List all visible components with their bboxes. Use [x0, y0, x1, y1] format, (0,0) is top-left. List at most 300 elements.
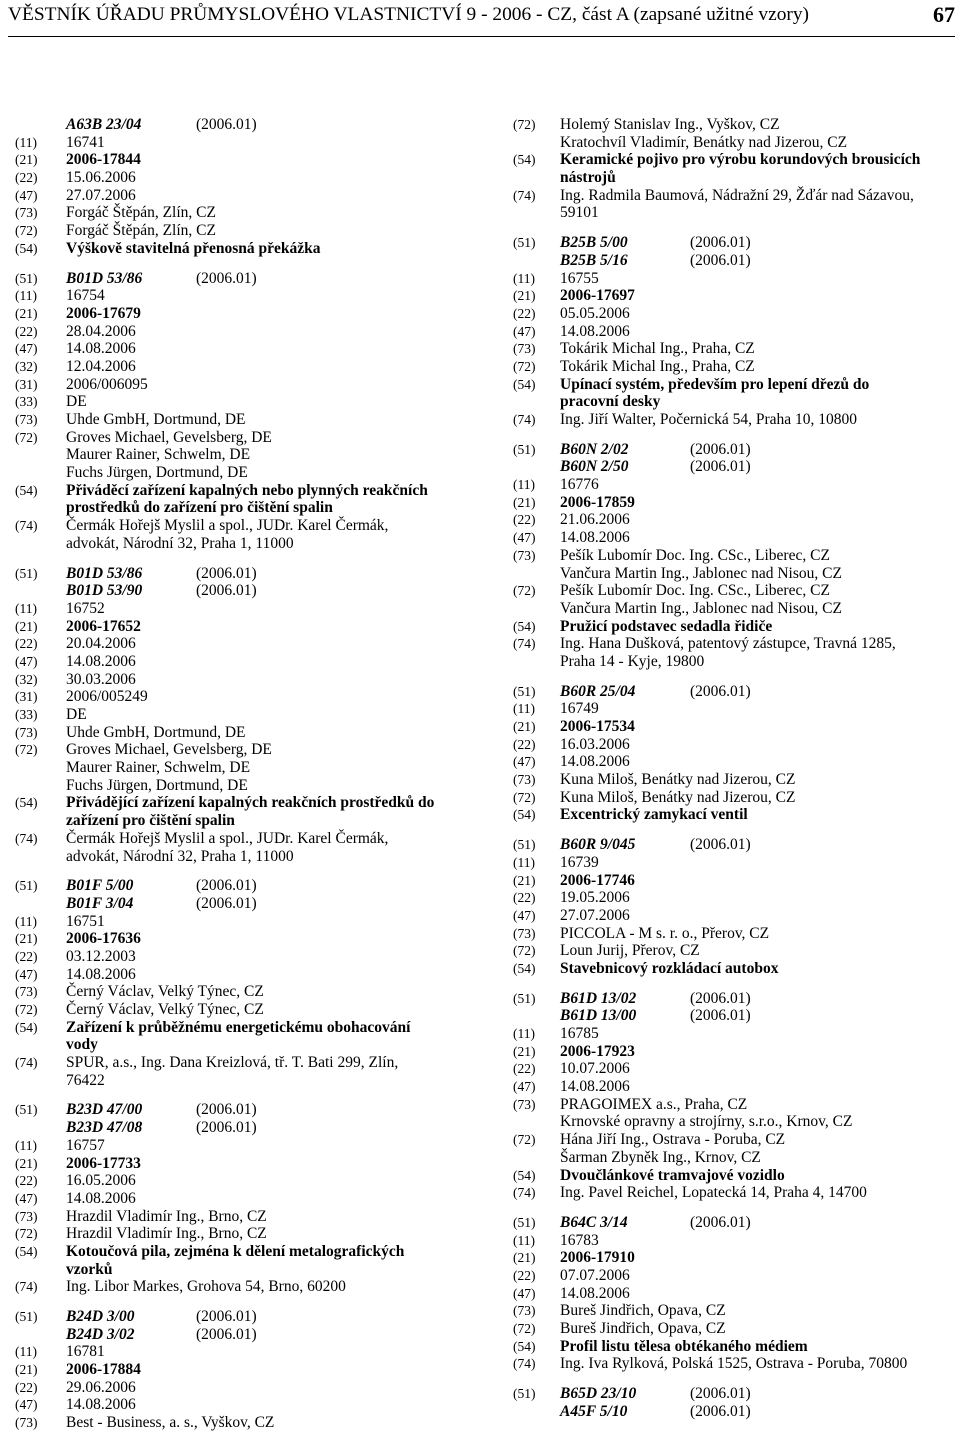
representative-line: Ing. Hana Dušková, patentový zástupce, Travná 1285,	[560, 635, 896, 653]
publication-date-line: 14.08.2006	[66, 1189, 136, 1207]
application-number-field	[513, 1249, 953, 1267]
owner-field	[15, 983, 485, 1001]
publication-date-value	[66, 966, 485, 984]
representative-line: SPUR, a.s., Ing. Dana Kreizlová, tř. T. Bati 299, Zlín,	[66, 1054, 399, 1072]
ipc-class: B64C 3/14	[560, 1213, 628, 1231]
utility-model-title-code: (54)	[15, 482, 38, 498]
filing-date-line: 07.07.2006	[560, 1266, 630, 1284]
filing-date-code: (22)	[15, 1173, 38, 1189]
publication-date-code: (47)	[15, 966, 38, 982]
publication-date-field	[15, 340, 485, 358]
owner-field	[15, 204, 485, 222]
ipc-classification-code: (51)	[15, 1102, 38, 1118]
utility-model-title-line: Upínací systém, především pro lepení dřezů do	[560, 375, 870, 393]
ipc-classification-value	[560, 1214, 953, 1232]
registration-number-value	[66, 913, 485, 931]
application-number-value	[560, 718, 953, 736]
ipc-classification-value	[560, 234, 953, 269]
publication-date-value	[560, 323, 953, 341]
registration-number-code: (11)	[15, 600, 37, 616]
priority-number-field	[15, 688, 485, 706]
ipc-version: (2006.01)	[196, 1325, 257, 1343]
originator-code: (72)	[513, 1321, 536, 1336]
registration-number-line: 16785	[560, 1025, 599, 1042]
publication-date-line: 14.08.2006	[66, 340, 136, 358]
representative-field	[15, 830, 485, 865]
register-entry	[513, 1385, 953, 1420]
publication-date-field	[513, 1285, 953, 1303]
registration-number-field	[513, 700, 953, 718]
utility-model-title-code: (54)	[513, 618, 536, 634]
ipc-line	[560, 990, 953, 1008]
ipc-classification-code: (51)	[15, 1309, 38, 1324]
filing-date-code: (22)	[15, 636, 38, 652]
ipc-version: (2006.01)	[690, 1402, 751, 1420]
registration-number-field	[15, 913, 485, 931]
utility-model-title-field	[513, 151, 953, 186]
filing-date-value	[560, 1267, 953, 1285]
register-entry	[15, 270, 485, 553]
page-header-title: VĚSTNÍK ÚŘADU PRŮMYSLOVÉHO VLASTNICTVÍ 9 - 2006 - CZ, část A (zapsané užitné vzory)	[8, 4, 810, 25]
utility-model-title-code: (54)	[513, 960, 536, 976]
application-number-line: 2006-17636	[66, 930, 141, 948]
owner-line: Uhde GmbH, Dortmund, DE	[66, 411, 246, 428]
owner-value	[66, 1414, 485, 1432]
application-number-code: (21)	[15, 305, 38, 321]
filing-date-code: (22)	[513, 512, 536, 528]
ipc-line	[66, 116, 485, 134]
originator-value	[66, 741, 485, 794]
utility-model-title-line: Dvoučlánkové tramvajové vozidlo	[560, 1166, 785, 1184]
representative-code: (74)	[513, 412, 536, 427]
filing-date-line: 16.03.2006	[560, 735, 630, 753]
originator-field	[15, 1001, 485, 1019]
ipc-class: B24D 3/02	[66, 1325, 135, 1343]
originator-line: Fuchs Jürgen, Dortmund, DE	[66, 464, 248, 482]
registration-number-field	[15, 1343, 485, 1361]
filing-date-line: 05.05.2006	[560, 304, 630, 322]
publication-date-code: (47)	[15, 1397, 38, 1413]
publication-date-value	[66, 187, 485, 205]
originator-code: (72)	[513, 943, 536, 959]
registration-number-field	[15, 287, 485, 305]
publication-date-field	[513, 1078, 953, 1096]
application-number-field	[513, 1043, 953, 1061]
priority-date-line: 12.04.2006	[66, 357, 136, 375]
ipc-version: (2006.01)	[196, 116, 257, 133]
originator-code: (72)	[15, 742, 38, 758]
owner-line: Pešík Lubomír Doc. Ing. CSc., Liberec, CZ	[560, 546, 830, 564]
application-number-value	[560, 1249, 953, 1267]
application-number-value	[560, 872, 953, 890]
ipc-class: B25B 5/16	[560, 251, 628, 269]
originator-field	[15, 1225, 485, 1243]
registration-number-line: 16781	[66, 1343, 105, 1361]
publication-date-value	[560, 1078, 953, 1096]
owner-field	[15, 724, 485, 742]
application-number-value	[560, 287, 953, 305]
owner-line: Best - Business, a. s., Vyškov, CZ	[66, 1414, 275, 1432]
filing-date-field	[513, 889, 953, 907]
priority-date-line: 30.03.2006	[66, 670, 136, 688]
priority-number-code: (31)	[15, 689, 38, 705]
owner-value	[66, 724, 485, 742]
priority-number-field	[15, 376, 485, 394]
registration-number-code: (11)	[513, 854, 535, 870]
owner-code: (73)	[15, 205, 38, 221]
owner-code: (73)	[513, 772, 536, 788]
filing-date-line: 10.07.2006	[560, 1060, 630, 1078]
application-number-value	[560, 1043, 953, 1061]
representative-value	[560, 635, 953, 670]
ipc-classification-field	[15, 565, 485, 600]
publication-date-line: 14.08.2006	[560, 753, 630, 771]
registration-number-value	[66, 287, 485, 305]
registration-number-field	[513, 270, 953, 288]
utility-model-title-value	[560, 151, 953, 186]
representative-line: Ing. Radmila Baumová, Nádražní 29, Žďár nad Sázavou,	[560, 186, 914, 204]
originator-value	[560, 582, 953, 617]
priority-number-line: 2006/005249	[66, 688, 148, 706]
publication-date-value	[560, 753, 953, 771]
priority-date-field	[15, 358, 485, 376]
publication-date-code: (47)	[15, 187, 38, 203]
ipc-line	[560, 1214, 953, 1232]
publication-date-line: 14.08.2006	[560, 529, 630, 547]
ipc-class: A63B 23/04	[66, 116, 142, 133]
publication-date-field	[513, 529, 953, 547]
representative-value	[560, 411, 953, 429]
originator-line: Loun Jurij, Přerov, CZ	[560, 942, 700, 960]
originator-code: (72)	[15, 1002, 38, 1017]
owner-code: (73)	[15, 984, 38, 1000]
register-entry	[15, 565, 485, 866]
publication-date-line: 27.07.2006	[66, 186, 136, 204]
utility-model-title-line: nástrojů	[560, 169, 616, 187]
owner-field	[15, 1414, 485, 1432]
representative-line: 59101	[560, 204, 599, 222]
publication-date-line: 14.08.2006	[560, 322, 630, 340]
filing-date-line: 19.05.2006	[560, 889, 630, 907]
application-number-line: 2006-17859	[560, 493, 635, 511]
filing-date-code: (22)	[513, 890, 536, 906]
filing-date-field	[15, 1172, 485, 1190]
filing-date-code: (22)	[15, 170, 38, 186]
ipc-line	[560, 836, 953, 854]
page-number: 67	[933, 2, 955, 27]
ipc-class: B60R 9/045	[560, 836, 636, 854]
registration-number-code: (11)	[513, 270, 535, 286]
ipc-line	[66, 877, 485, 895]
registration-number-field	[513, 476, 953, 494]
utility-model-title-line: Excentrický zamykací ventil	[560, 806, 748, 824]
filing-date-line: 20.04.2006	[66, 635, 136, 653]
owner-code: (73)	[513, 1303, 536, 1319]
ipc-line	[66, 1308, 485, 1326]
column-left	[15, 116, 485, 1444]
publication-date-code: (47)	[513, 1079, 536, 1095]
utility-model-title-value	[66, 482, 485, 517]
priority-date-code: (32)	[15, 358, 38, 374]
ipc-line	[560, 683, 953, 701]
publication-date-field	[15, 1190, 485, 1208]
originator-line: Groves Michael, Gevelsberg, DE	[66, 741, 272, 759]
registration-number-value	[560, 854, 953, 872]
ipc-version: (2006.01)	[196, 877, 257, 895]
originator-field	[513, 116, 953, 151]
ipc-classification-code: (51)	[15, 878, 38, 894]
originator-line: Forgáč Štěpán, Zlín, CZ	[66, 222, 216, 240]
representative-field	[15, 1054, 485, 1089]
representative-line: Ing. Libor Markes, Grohova 54, Brno, 60200	[66, 1278, 346, 1296]
owner-field	[513, 547, 953, 582]
utility-model-title-field	[513, 618, 953, 636]
application-number-field	[15, 305, 485, 323]
ipc-classification-value	[560, 683, 953, 701]
utility-model-title-line: Keramické pojivo pro výrobu korundových brousicích	[560, 151, 921, 169]
register-entry	[513, 1214, 953, 1373]
owner-value	[66, 983, 485, 1001]
application-number-value	[560, 494, 953, 512]
representative-line: advokát, Národní 32, Praha 1, 11000	[66, 847, 294, 865]
utility-model-title-code: (54)	[15, 1243, 38, 1259]
ipc-classification-value	[560, 990, 953, 1025]
ipc-class: B61D 13/00	[560, 1007, 637, 1025]
register-entry	[513, 836, 953, 978]
originator-line: Tokárik Michal Ing., Praha, CZ	[560, 357, 755, 375]
ipc-version: (2006.01)	[690, 458, 751, 476]
ipc-version: (2006.01)	[690, 440, 751, 458]
ipc-class: B60N 2/02	[560, 440, 629, 458]
priority-country-line: DE	[66, 706, 87, 723]
representative-line: Ing. Jiří Walter, Počernická 54, Praha 10, 10800	[560, 411, 858, 428]
filing-date-field	[15, 169, 485, 187]
ipc-version: (2006.01)	[196, 1308, 257, 1325]
utility-model-title-field	[15, 240, 485, 258]
application-number-line: 2006-17884	[66, 1361, 141, 1379]
application-number-code: (21)	[513, 872, 536, 888]
utility-model-title-value	[560, 376, 953, 411]
owner-value	[66, 1208, 485, 1226]
originator-line: Pešík Lubomír Doc. Ing. CSc., Liberec, CZ	[560, 582, 830, 600]
representative-field	[513, 1355, 953, 1373]
representative-value	[560, 1355, 953, 1373]
registration-number-value	[560, 1025, 953, 1043]
application-number-field	[513, 494, 953, 512]
representative-code: (74)	[513, 636, 536, 652]
ipc-classification-field	[513, 441, 953, 476]
ipc-version: (2006.01)	[690, 1213, 751, 1231]
utility-model-title-field	[513, 806, 953, 824]
application-number-line: 2006-17844	[66, 151, 141, 169]
ipc-classification-code: (51)	[513, 1214, 536, 1230]
filing-date-field	[15, 635, 485, 653]
filing-date-code: (22)	[15, 948, 38, 964]
owner-line: Krnovské opravny a strojírny, s.r.o., Krnov, CZ	[560, 1113, 853, 1131]
ipc-classification-code: (51)	[513, 441, 536, 457]
utility-model-title-value	[66, 1243, 485, 1278]
ipc-version: (2006.01)	[690, 836, 751, 854]
owner-field	[513, 340, 953, 358]
priority-date-value	[66, 671, 485, 689]
ipc-class: B25B 5/00	[560, 234, 628, 252]
utility-model-title-line: Pružicí podstavec sedadla řidiče	[560, 617, 773, 635]
owner-code: (73)	[513, 925, 536, 941]
utility-model-title-value	[560, 806, 953, 824]
ipc-classification-value	[66, 877, 485, 912]
representative-code: (74)	[513, 187, 536, 203]
filing-date-field	[15, 1379, 485, 1397]
filing-date-value	[66, 169, 485, 187]
owner-value	[560, 771, 953, 789]
utility-model-title-code: (54)	[15, 1019, 38, 1035]
utility-model-title-line: Zařízení k průběžnému energetickému obohacování	[66, 1018, 411, 1036]
application-number-value	[66, 618, 485, 636]
registration-number-field	[513, 1025, 953, 1043]
publication-date-code: (47)	[513, 530, 536, 546]
utility-model-title-code: (54)	[513, 152, 536, 168]
utility-model-title-line: Kotoučová pila, zejména k dělení metalografických	[66, 1242, 405, 1260]
publication-date-line: 14.08.2006	[66, 652, 136, 670]
utility-model-title-field	[513, 960, 953, 978]
originator-line: Holemý Stanislav Ing., Vyškov, CZ	[560, 116, 780, 133]
publication-date-line: 14.08.2006	[66, 1396, 136, 1414]
utility-model-title-field	[15, 1243, 485, 1278]
register-entry	[15, 877, 485, 1089]
representative-field	[513, 1184, 953, 1202]
ipc-classification-field	[513, 1385, 953, 1420]
owner-field	[15, 411, 485, 429]
application-number-value	[66, 151, 485, 169]
originator-value	[560, 1131, 953, 1166]
application-number-value	[66, 1155, 485, 1173]
ipc-version: (2006.01)	[196, 1101, 257, 1119]
registration-number-field	[15, 1137, 485, 1155]
priority-number-value	[66, 376, 485, 394]
representative-code: (74)	[15, 1055, 38, 1071]
filing-date-code: (22)	[15, 323, 38, 339]
utility-model-title-code: (54)	[513, 376, 536, 392]
filing-date-field	[513, 736, 953, 754]
ipc-class: B01D 53/86	[66, 269, 143, 287]
publication-date-line: 14.08.2006	[560, 1078, 630, 1096]
ipc-classification-value	[560, 1385, 953, 1420]
utility-model-title-line: Výškově stavitelná přenosná překážka	[66, 239, 321, 257]
filing-date-field	[513, 1267, 953, 1285]
publication-date-field	[513, 753, 953, 771]
register-entry	[15, 116, 485, 258]
ipc-class: B23D 47/00	[66, 1101, 143, 1119]
ipc-version: (2006.01)	[690, 251, 751, 269]
originator-line: Kuna Miloš, Benátky nad Jizerou, CZ	[560, 788, 796, 806]
filing-date-code: (22)	[513, 305, 536, 321]
utility-model-title-code: (54)	[513, 1338, 536, 1354]
ipc-classification-value	[66, 1308, 485, 1343]
application-number-code: (21)	[513, 719, 536, 734]
owner-line: PICCOLA - M s. r. o., Přerov, CZ	[560, 924, 770, 942]
application-number-code: (21)	[15, 1155, 38, 1171]
ipc-class: A45F 5/10	[560, 1402, 628, 1420]
owner-code: (73)	[15, 724, 38, 740]
application-number-code: (21)	[513, 494, 536, 510]
filing-date-field	[513, 1060, 953, 1078]
application-number-field	[15, 930, 485, 948]
registration-number-code: (11)	[513, 477, 535, 493]
publication-date-value	[66, 340, 485, 358]
owner-value	[560, 340, 953, 358]
registration-number-code: (11)	[15, 288, 37, 304]
registration-number-line: 16754	[66, 287, 105, 305]
application-number-line: 2006-17652	[66, 617, 141, 635]
publication-date-code: (47)	[15, 653, 38, 669]
utility-model-title-field	[15, 1019, 485, 1054]
originator-field	[513, 942, 953, 960]
ipc-classification-value	[560, 836, 953, 854]
originator-field	[513, 582, 953, 617]
ipc-version: (2006.01)	[690, 1385, 751, 1403]
representative-line: Ing. Pavel Reichel, Lopatecká 14, Praha 4, 14700	[560, 1184, 867, 1202]
ipc-classification-code: (51)	[513, 990, 536, 1006]
representative-field	[513, 635, 953, 670]
application-number-code: (21)	[513, 1250, 536, 1266]
filing-date-value	[560, 305, 953, 323]
ipc-class: B24D 3/00	[66, 1308, 135, 1325]
filing-date-line: 16.05.2006	[66, 1172, 136, 1190]
filing-date-value	[66, 323, 485, 341]
representative-field	[513, 411, 953, 429]
representative-code: (74)	[513, 1185, 536, 1201]
owner-code: (73)	[15, 1415, 38, 1431]
filing-date-value	[560, 736, 953, 754]
filing-date-value	[66, 948, 485, 966]
registration-number-code: (11)	[513, 701, 535, 717]
originator-field	[513, 1131, 953, 1166]
publication-date-value	[560, 529, 953, 547]
ipc-line	[66, 582, 485, 600]
publication-date-code: (47)	[15, 1190, 38, 1206]
owner-value	[560, 547, 953, 582]
representative-line: Čermák Hořejš Myslil a spol., JUDr. Karel Čermák,	[66, 517, 389, 535]
registration-number-value	[560, 1232, 953, 1250]
ipc-classification-value	[560, 441, 953, 476]
registration-number-value	[560, 700, 953, 718]
originator-value	[560, 116, 953, 151]
utility-model-title-value	[66, 240, 485, 258]
representative-value	[66, 1054, 485, 1089]
utility-model-title-line: vody	[66, 1036, 98, 1054]
priority-country-value	[66, 393, 485, 411]
ipc-class: B60R 25/04	[560, 682, 636, 700]
representative-line: Čermák Hořejš Myslil a spol., JUDr. Karel Čermák,	[66, 829, 389, 847]
application-number-code: (21)	[513, 1043, 536, 1059]
application-number-field	[15, 618, 485, 636]
priority-country-field	[15, 393, 485, 411]
registration-number-line: 16751	[66, 912, 105, 930]
owner-line: Vančura Martin Ing., Jablonec nad Nisou, CZ	[560, 564, 842, 582]
ipc-class: B65D 23/10	[560, 1385, 637, 1403]
originator-line: Černý Václav, Velký Týnec, CZ	[66, 1001, 264, 1018]
owner-line: Forgáč Štěpán, Zlín, CZ	[66, 204, 216, 222]
utility-model-title-value	[66, 1019, 485, 1054]
application-number-field	[513, 287, 953, 305]
publication-date-field	[15, 187, 485, 205]
ipc-class: B61D 13/02	[560, 989, 637, 1007]
representative-value	[66, 1278, 485, 1296]
application-number-line: 2006-17746	[560, 871, 635, 889]
ipc-class: B01F 5/00	[66, 877, 134, 895]
application-number-field	[513, 718, 953, 736]
originator-line: Fuchs Jürgen, Dortmund, DE	[66, 776, 248, 794]
